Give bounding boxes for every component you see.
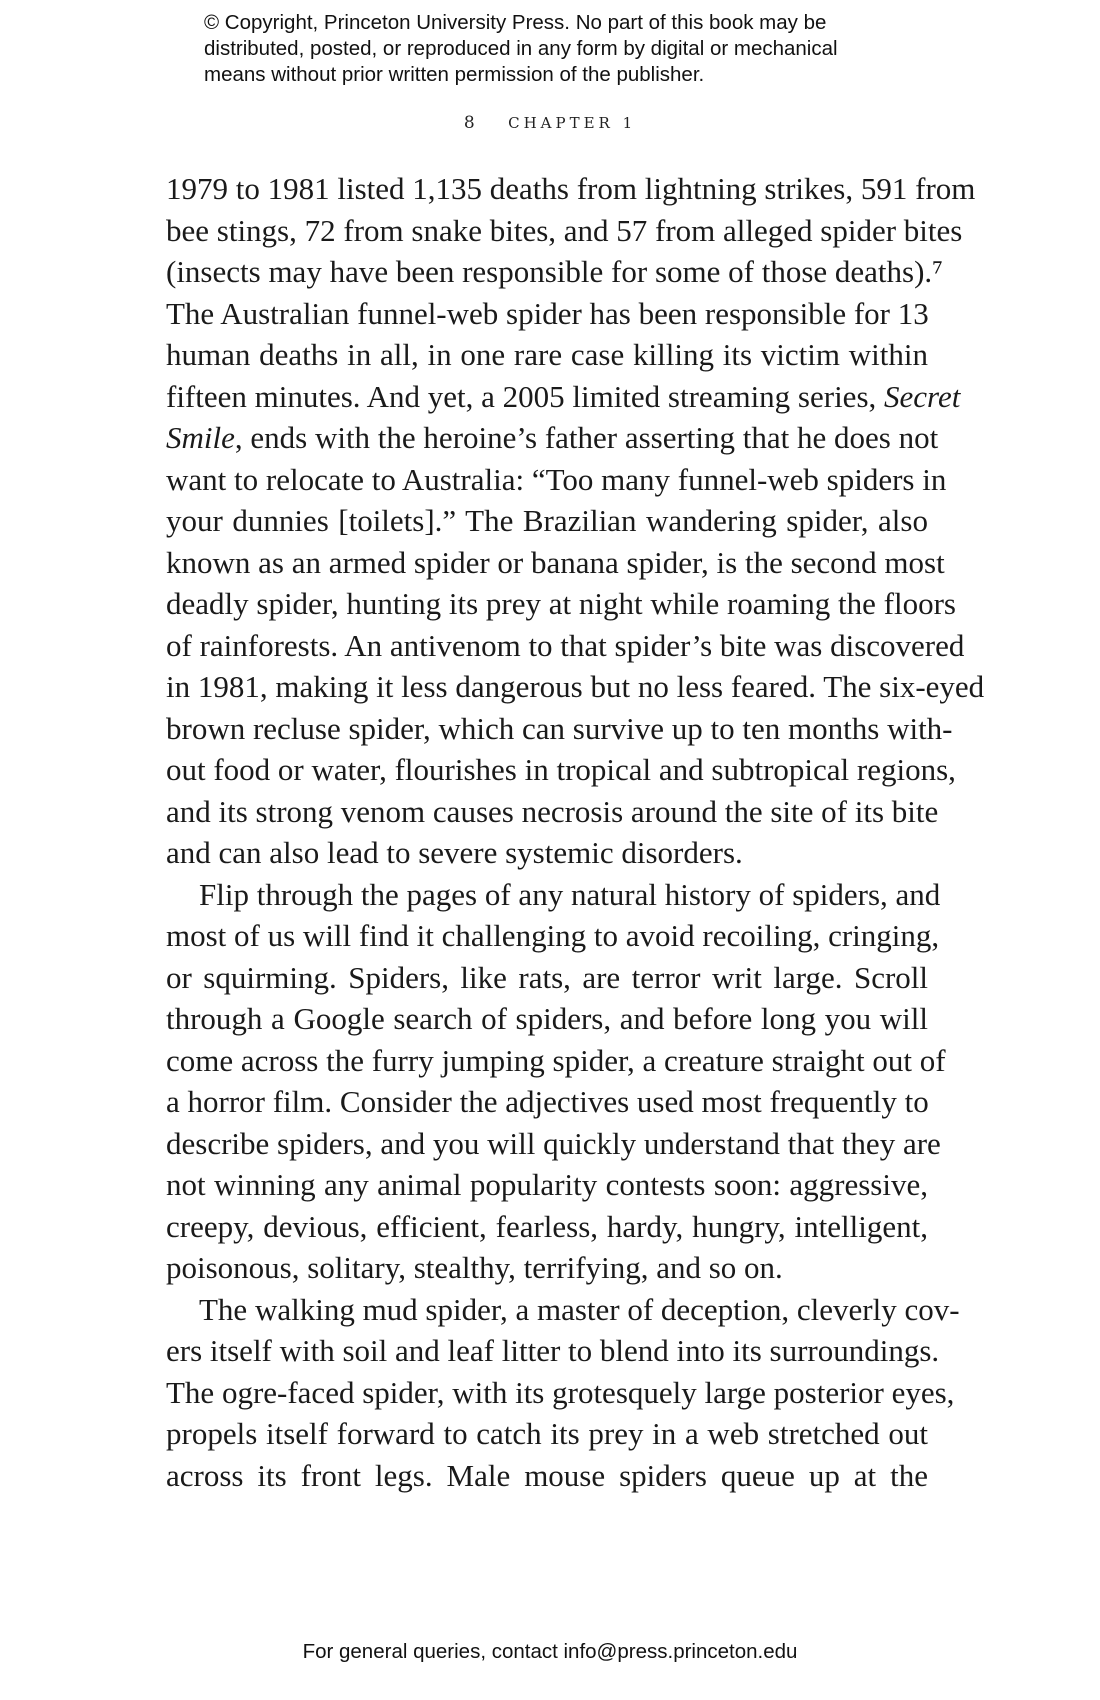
text-line: come across the furry jumping spider, a creature straight out of xyxy=(166,1042,946,1078)
text-line: Flip through the pages of any natural history of spiders, and xyxy=(199,876,941,912)
text-line: bee stings, 72 from snake bites, and 57 from alleged spider bites xyxy=(166,212,963,248)
text-line: The Australian funnel-web spider has been responsible for 13 xyxy=(166,295,929,331)
text-line: known as an armed spider or banana spider, is the second most xyxy=(166,544,945,580)
text-line: The walking mud spider, a master of deception, cleverly cov- xyxy=(199,1291,960,1327)
text-line: across its front legs. Male mouse spiders queue up at the xyxy=(166,1457,928,1493)
text-line: The ogre-faced spider, with its grotesquely large posterior eyes, xyxy=(166,1374,955,1410)
text-line: want to relocate to Australia: “Too many funnel-web spiders in xyxy=(166,461,947,497)
running-head xyxy=(0,113,1100,133)
text-line: and can also lead to severe systemic disorders. xyxy=(166,835,743,870)
text-line: describe spiders, and you will quickly understand that they are xyxy=(166,1125,941,1161)
text-segment: , ends with the heroine’s father asserting that he does not xyxy=(234,420,939,455)
text-line: poisonous, solitary, stealthy, terrifying, and so on. xyxy=(166,1250,783,1285)
text-line: creepy, devious, efficient, fearless, hardy, hungry, intelligent, xyxy=(166,1208,928,1244)
text-line: (insects may have been responsible for some of those deaths).⁷ xyxy=(166,254,943,289)
text-line: not winning any animal popularity contests soon: aggressive, xyxy=(166,1167,928,1202)
text-line xyxy=(166,417,939,459)
chapter-label: CHAPTER 1 xyxy=(508,114,637,132)
text-line: propels itself forward to catch its prey in a web stretched out xyxy=(166,1416,928,1451)
footer-contact: For general queries, contact info@press.princeton.edu xyxy=(302,1640,798,1663)
text-line: deadly spider, hunting its prey at night while roaming the floors xyxy=(166,586,956,621)
page-number: 8 xyxy=(463,113,478,133)
copyright-line: distributed, posted, or reproduced in any form by digital or mechanical xyxy=(204,37,838,60)
text-line: a horror film. Consider the adjectives used most frequently to xyxy=(166,1084,929,1119)
text-line: 1979 to 1981 listed 1,135 deaths from lightning strikes, 591 from xyxy=(166,171,976,206)
text-line: human deaths in all, in one rare case killing its victim within xyxy=(166,337,928,372)
text-line: through a Google search of spiders, and before long you will xyxy=(166,1001,928,1036)
text-line: most of us will find it challenging to avoid recoiling, cringing, xyxy=(166,918,940,953)
copyright-line: © Copyright, Princeton University Press. No part of this book may be xyxy=(204,11,827,34)
text-line xyxy=(166,376,961,418)
body-text xyxy=(166,168,985,1496)
text-line: ers itself with soil and leaf litter to blend into its surroundings. xyxy=(166,1333,940,1368)
text-line: and its strong venom causes necrosis around the site of its bite xyxy=(166,793,939,829)
text-line: your dunnies [toilets].” The Brazilian wandering spider, also xyxy=(166,503,928,538)
text-line: brown recluse spider, which can survive up to ten months with- xyxy=(166,710,953,746)
text-line: out food or water, flourishes in tropical and subtropical regions, xyxy=(166,752,956,787)
text-line: of rainforests. An antivenom to that spider’s bite was discovered xyxy=(166,627,965,663)
copyright-notice xyxy=(204,10,964,88)
text-line: or squirming. Spiders, like rats, are terror writ large. Scroll xyxy=(166,959,928,995)
italic-title: Smile xyxy=(166,420,235,455)
text-line: in 1981, making it less dangerous but no less feared. The six-eyed xyxy=(166,669,985,704)
copyright-line: means without prior written permission of the publisher. xyxy=(204,63,705,86)
italic-title: Secret xyxy=(884,378,961,414)
text-segment: fifteen minutes. And yet, a 2005 limited streaming series, xyxy=(166,378,877,414)
